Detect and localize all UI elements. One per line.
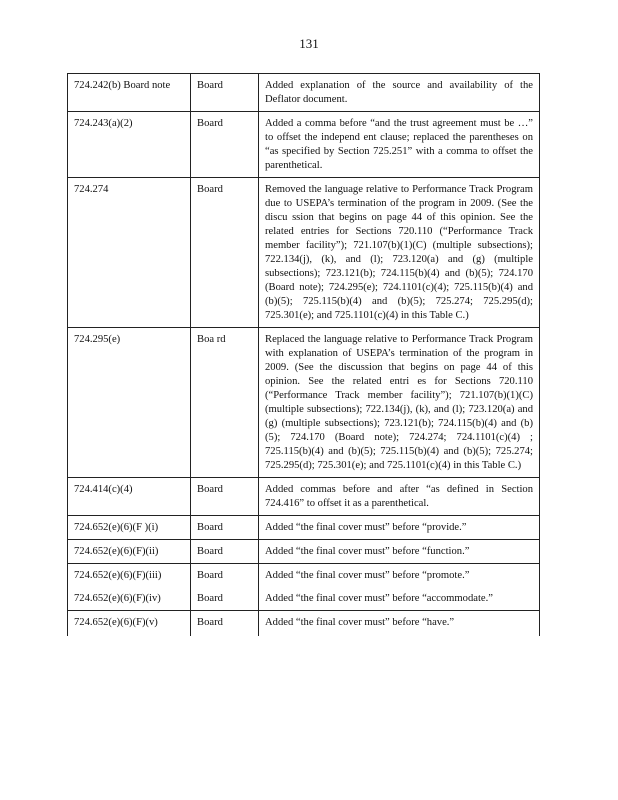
description-cell: Removed the language relative to Performance Track Program due to USEPA’s termination of the program in 2009. (See the discu ssion that begins on page 44 of this opinion. See the related entries for Sections 720.110 (“Performance Track member facility”); 721.107(b)(1)(C) (multiple subsections); 722.134(j), (k), and (l); 723.120(a) and (g) (multiple subsections); 723.121(b); 724.115(b)(4) and (b)(5); 724.170 (Board note); 724.295(e); 724.1101(c)(4); 725.115(b)(4) and (b)(5); 725.115(b)(4) and (b)(5); 725.274; 725.295(d); 725.301(e); and 725.1101(c)(4) in this Table C.) <box>259 178 540 328</box>
source-cell: Board <box>191 516 259 540</box>
section-cell: 724.242(b) Board note <box>68 74 191 112</box>
description-cell: Added commas before and after “as defined in Section 724.416” to offset it as a parenthetical. <box>259 478 540 516</box>
section-cell: 724.652(e)(6)(F )(i) <box>68 516 191 540</box>
table-row <box>68 587 540 611</box>
section-cell: 724.652(e)(6)(F)(v) <box>68 611 191 637</box>
source-cell: Board <box>191 478 259 516</box>
table-row <box>68 328 540 478</box>
description-cell: Added “the final cover must” before “accommodate.” <box>259 587 540 611</box>
table-row <box>68 478 540 516</box>
source-cell: Board <box>191 178 259 328</box>
source-cell: Board <box>191 587 259 611</box>
source-cell: Boa rd <box>191 328 259 478</box>
changes-table <box>67 73 540 636</box>
table-row <box>68 112 540 178</box>
page-number: 131 <box>299 36 319 51</box>
section-cell: 724.652(e)(6)(F)(ii) <box>68 540 191 564</box>
section-cell: 724.414(c)(4) <box>68 478 191 516</box>
source-cell: Board <box>191 611 259 637</box>
description-cell: Added “the final cover must” before “function.” <box>259 540 540 564</box>
table-row <box>68 611 540 637</box>
table-row <box>68 564 540 588</box>
source-cell: Board <box>191 540 259 564</box>
table-row <box>68 74 540 112</box>
section-cell: 724.295(e) <box>68 328 191 478</box>
section-cell: 724.274 <box>68 178 191 328</box>
section-cell: 724.652(e)(6)(F)(iv) <box>68 587 191 611</box>
description-cell: Added “the final cover must” before “provide.” <box>259 516 540 540</box>
description-cell: Added a comma before “and the trust agreement must be …” to offset the independ ent clause; replaced the parentheses on “as specified by Section 725.251” with a comma to offset the parenthetical. <box>259 112 540 178</box>
description-cell: Added explanation of the source and availability of the Deflator document. <box>259 74 540 112</box>
section-cell: 724.243(a)(2) <box>68 112 191 178</box>
source-cell: Board <box>191 564 259 588</box>
table-row <box>68 540 540 564</box>
description-cell: Replaced the language relative to Performance Track Program with explanation of USEPA’s termination of the program in 2009. (See the discussion that begins on page 44 of this opinion. See the related entri es for Sections 720.110 (“Performance Track member facility”); 721.107(b)(1)(C) (multiple subsections); 722.134(j), (k), and (l); 723.120(a) and (g) (multiple subsections); 723.121(b); 724.115(b)(4) and (b)(5); 724.170 (Board note); 724.274; 724.1101(c)(4) ; 725.115(b)(4) and (b)(5); 725.115(b)(4) and (b)(5); 725.274; 725.295(d); 725.301(e); and 725.1101(c)(4) in this Table C.) <box>259 328 540 478</box>
description-cell: Added “the final cover must” before “have.” <box>259 611 540 637</box>
description-cell: Added “the final cover must” before “promote.” <box>259 564 540 588</box>
table-row <box>68 178 540 328</box>
source-cell: Board <box>191 74 259 112</box>
source-cell: Board <box>191 112 259 178</box>
section-cell: 724.652(e)(6)(F)(iii) <box>68 564 191 588</box>
table-row <box>68 516 540 540</box>
